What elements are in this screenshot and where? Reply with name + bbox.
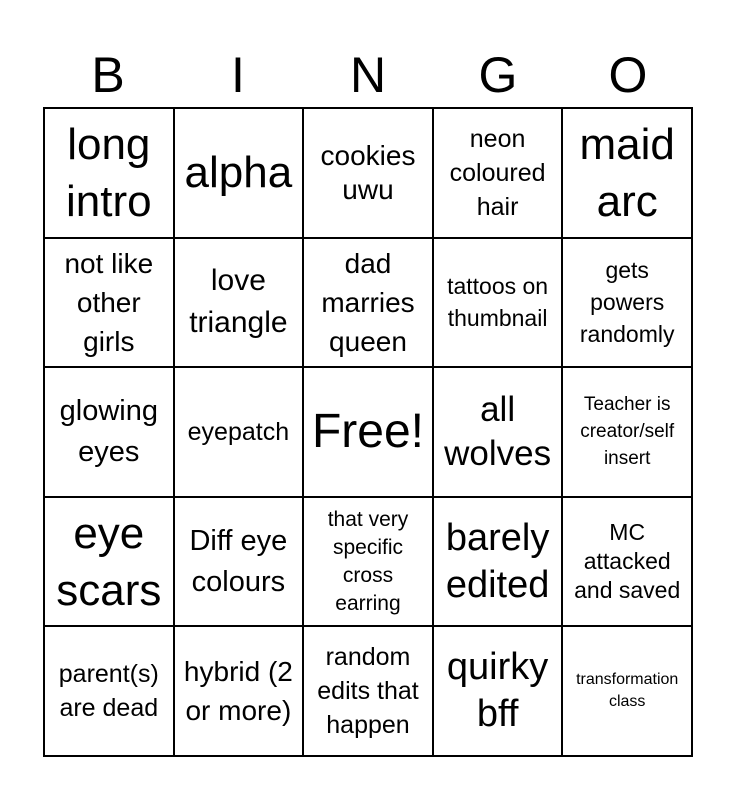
cell-text: glowing eyes bbox=[59, 394, 158, 468]
cell-text: that very specific cross earring bbox=[327, 507, 409, 615]
cell-text: all wolves bbox=[444, 389, 552, 473]
bingo-cell[interactable] bbox=[562, 367, 692, 497]
bingo-cell[interactable] bbox=[433, 626, 563, 756]
header-letter-n: N bbox=[349, 47, 387, 103]
header-letter-b: B bbox=[91, 47, 125, 103]
bingo-cell[interactable] bbox=[433, 367, 563, 497]
cell-text: eye scars bbox=[56, 508, 162, 615]
bingo-cell[interactable] bbox=[44, 497, 174, 627]
cell-text: random edits that happen bbox=[317, 643, 419, 740]
bingo-cell[interactable] bbox=[303, 108, 433, 238]
cell-text: long intro bbox=[66, 119, 152, 226]
bingo-cell[interactable] bbox=[562, 626, 692, 756]
cell-text: maid arc bbox=[579, 119, 675, 226]
bingo-header bbox=[43, 44, 693, 106]
cell-text: cookies uwu bbox=[320, 139, 416, 205]
bingo-cell[interactable] bbox=[44, 367, 174, 497]
cell-text: tattoos on thumbnail bbox=[447, 273, 549, 332]
cell-text: Teacher is creator/self insert bbox=[580, 394, 675, 470]
cell-text: dad marries queen bbox=[321, 247, 415, 357]
header-letter-g: G bbox=[478, 47, 518, 103]
bingo-cell[interactable] bbox=[433, 108, 563, 238]
bingo-cell[interactable] bbox=[562, 108, 692, 238]
bingo-grid bbox=[43, 107, 693, 757]
cell-text: Free! bbox=[311, 404, 424, 458]
bingo-cell[interactable] bbox=[174, 367, 304, 497]
cell-text: barely edited bbox=[445, 516, 550, 606]
header-letter-o: O bbox=[608, 47, 648, 103]
bingo-cell[interactable] bbox=[562, 238, 692, 368]
bingo-cell[interactable] bbox=[433, 238, 563, 368]
bingo-cell[interactable] bbox=[44, 626, 174, 756]
cell-text: gets powers randomly bbox=[579, 257, 675, 348]
bingo-cell[interactable] bbox=[174, 238, 304, 368]
cell-text: hybrid (2 or more) bbox=[183, 656, 293, 727]
cell-text: MC attacked and saved bbox=[574, 519, 681, 604]
cell-text: eyepatch bbox=[187, 417, 290, 446]
cell-text: love triangle bbox=[189, 264, 288, 340]
header-letter-i: I bbox=[231, 47, 245, 103]
bingo-cell[interactable] bbox=[44, 108, 174, 238]
bingo-cell[interactable] bbox=[303, 238, 433, 368]
cell-text: alpha bbox=[184, 148, 293, 198]
bingo-cell[interactable] bbox=[433, 497, 563, 627]
cell-text: quirky bff bbox=[446, 646, 549, 736]
bingo-cell[interactable] bbox=[303, 497, 433, 627]
cell-text: not like other girls bbox=[64, 247, 154, 357]
bingo-cell[interactable] bbox=[174, 108, 304, 238]
bingo-cell[interactable] bbox=[303, 626, 433, 756]
bingo-cell[interactable] bbox=[174, 497, 304, 627]
cell-text: parent(s) are dead bbox=[58, 660, 159, 723]
cell-text: Diff eye colours bbox=[189, 524, 288, 598]
bingo-cell[interactable] bbox=[174, 626, 304, 756]
bingo-cell[interactable] bbox=[562, 497, 692, 627]
bingo-cell[interactable] bbox=[303, 367, 433, 497]
cell-text: neon coloured hair bbox=[449, 124, 546, 221]
bingo-cell[interactable] bbox=[44, 238, 174, 368]
cell-text: transformation class bbox=[576, 671, 679, 711]
